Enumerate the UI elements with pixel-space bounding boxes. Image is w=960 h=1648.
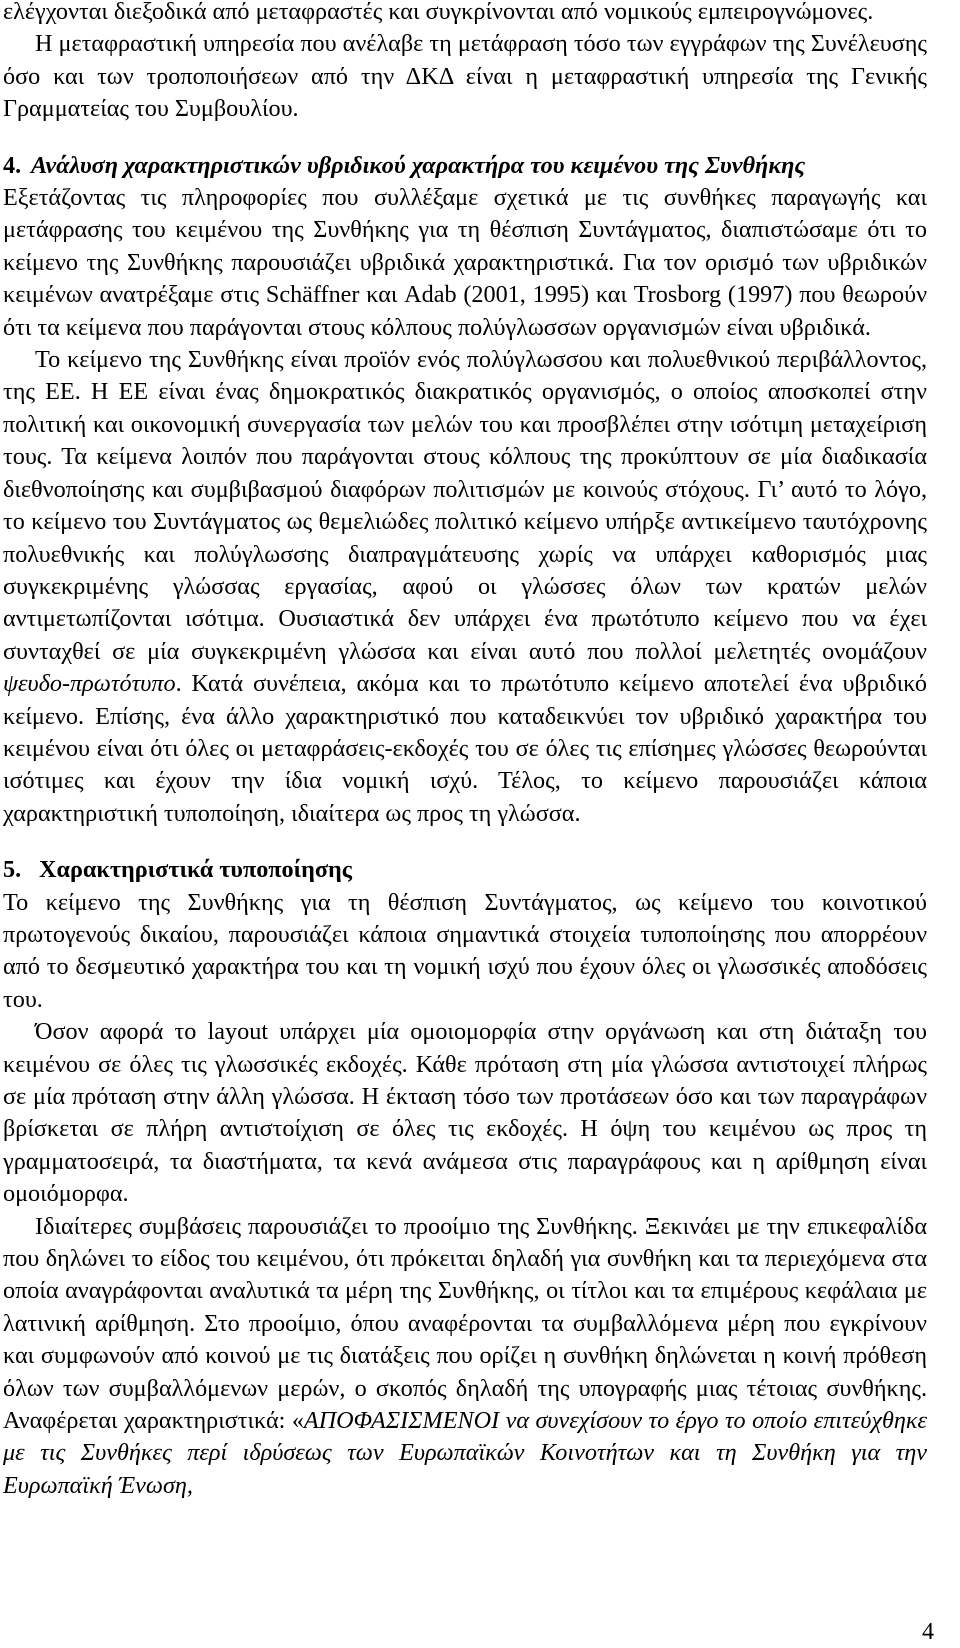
pseudo-original-term: ψευδο-πρωτότυπο (3, 670, 176, 698)
intro-paragraph-translation-service: Η μεταφραστική υπηρεσία που ανέλαβε τη μετάφραση τόσο των εγγράφων της Συνέλευσης όσο και των τροποποιήσεων από την ΔΚΔ είναι η μεταφραστική υπηρεσία της Γενικής Γραμματείας του Συμβουλίου. (3, 30, 927, 123)
intro-paragraph-continued: ελέγχονται διεξοδικά από μεταφραστές και συγκρίνονται από νομικούς εμπειρογνώμονες. (3, 0, 874, 25)
section-5-paragraph-3 (3, 1211, 927, 1503)
section-5-number: 5. (3, 856, 22, 884)
section-4-paragraph-2-end: . Κατά συνέπεια, ακόμα και το πρωτότυπο κείμενο αποτελεί ένα υβριδικό κείμενο. Επίσης, ένα άλλο χαρακτηριστικό που καταδεικνύει τον υβριδικό χαρακτήρα του κειμένου είναι ότι όλες οι μεταφράσεις-εκδοχές του σε όλες τις επίσημες γλώσσες θεωρούνται ισότιμες και έχουν την ίδια νομική ισχύ. Τέλος, το κείμενο παρουσιάζει κάποια χαρακτηριστική τυποποίηση, ιδιαίτερα ως προς τη γλώσσα. (3, 670, 927, 827)
page-number: 4 (922, 1619, 934, 1645)
section-5-paragraph-1: Το κείμενο της Συνθήκης για τη θέσπιση Συντάγματος, ως κείμενο του κοινοτικού πρωτογενούς δικαίου, παρουσιάζει κάποια σημαντικά στοιχεία τυποποίησης που απορρέουν από το δεσμευτικό χαρακτήρα του και τη νομική ισχύ που έχουν όλες οι γλωσσικές αποδόσεις του. (3, 888, 927, 1013)
section-4-heading (3, 150, 927, 182)
section-4-paragraph-2 (3, 344, 927, 830)
section-4-paragraph-2-start: Το κείμενο της Συνθήκης είναι προϊόν ενός πολύγλωσσου και πολυεθνικού περιβάλλοντος, της ΕΕ. Η ΕΕ είναι ένας δημοκρατικός διακρατικός οργανισμός, ο οποίος αποσκοπεί στην πολιτική και οικονομική συνεργασία των μελών του και προσβλέπει στην ισότιμη μεταχείριση τους. Τα κείμενα λοιπόν που παράγονται στους κόλπους της προκύπτουν σε μία διαδικασία διεθνοποίησης και συμβιβασμού διαφόρων πολιτισμών με κοινούς στόχους. Γι’ αυτό το λόγο, το κείμενο του Συντάγματος ως θεμελιώδες πολιτικό κείμενο υπήρξε αντικείμενο ταυτόχρονης πολυεθνικής και πολύγλωσσης διαπραγμάτευσης χωρίς να υπάρχει καθορισμός μιας συγκεκριμένης γλώσσας εργασίας, αφού οι γλώσσες όλων των κρατών μελών αντιμετωπίζονται ισότιμα. Ουσιαστικά δεν υπάρχει ένα πρωτότυπο κείμενο που να έχει συνταχθεί σε μία συγκεκριμένη γλώσσα και είναι αυτό που πολλοί μελετητές ονομάζουν (3, 346, 927, 665)
section-4-number: 4. (3, 151, 22, 179)
section-5-title: Χαρακτηριστικά τυποποίησης (39, 856, 352, 884)
section-4-title: Ανάλυση χαρακτηριστικών υβριδικού χαρακτήρα του κειμένου της Συνθήκης (31, 151, 806, 179)
section-4-paragraph-1: Εξετάζοντας τις πληροφορίες που συλλέξαμε σχετικά με τις συνθήκες παραγωγής και μετάφρασης του κειμένου της Συνθήκης για τη θέσπιση Συντάγματος, διαπιστώσαμε ότι το κείμενο της Συνθήκης παρουσιάζει υβριδικά χαρακτηριστικά. Για τον ορισμό των υβριδικών κειμένων ανατρέξαμε στις Schäffner και Adab (2001, 1995) και Trosborg (1997) που θεωρούν ότι τα κείμενα που παράγονται στους κόλπους πολύγλωσσων οργανισμών είναι υβριδικά. (3, 184, 927, 341)
section-5-heading (3, 854, 927, 886)
preamble-quote: ΑΠΟΦΑΣΙΣΜΕΝΟΙ να συνεχίσουν το έργο το οποίο επιτεύχθηκε με τις Συνθήκες περί ιδρύσεως των Ευρωπαϊκών Κοινοτήτων και τη Συνθήκη για την Ευρωπαϊκή Ένωση, (3, 1407, 927, 1499)
section-5-paragraph-2: Όσον αφορά το layout υπάρχει μία ομοιομορφία στην οργάνωση και στη διάταξη του κειμένου σε όλες τις γλωσσικές εκδοχές. Κάθε πρόταση στη μία γλώσσα αντιστοιχεί πλήρως σε μία πρόταση στην άλλη γλώσσα. Η έκταση τόσο των προτάσεων όσο και των παραγράφων βρίσκεται σε πλήρη αντιστοίχιση σε όλες τις εκδοχές. Η όψη του κειμένου ως προς τη γραμματοσειρά, τα διαστήματα, τα κενά ανάμεσα στις παραγράφους και η αρίθμηση είναι ομοιόμορφα. (3, 1018, 927, 1208)
section-5-paragraph-3-start: Ιδιαίτερες συμβάσεις παρουσιάζει το προοίμιο της Συνθήκης. Ξεκινάει με την επικεφαλίδα που δηλώνει το είδος του κειμένου, ότι πρόκειται δηλαδή για συνθήκη και τα περιεχόμενα στα οποία αναγράφονται αναλυτικά τα μέρη της Συνθήκης, οι τίτλοι και τα επιμέρους κεφάλαια με λατινική αρίθμηση. Στο προοίμιο, όπου αναφέρονται τα συμβαλλόμενα μέρη που εγκρίνουν και συμφωνούν από κοινού με τις διατάξεις που ορίζει η συνθήκη δηλώνεται η κοινή πρόθεση όλων των συμβαλλόμενων μερών, ο σκοπός δηλαδή της υπογραφής μιας τέτοιας συνθήκης. Αναφέρεται χαρακτηριστικά: « (3, 1212, 927, 1435)
